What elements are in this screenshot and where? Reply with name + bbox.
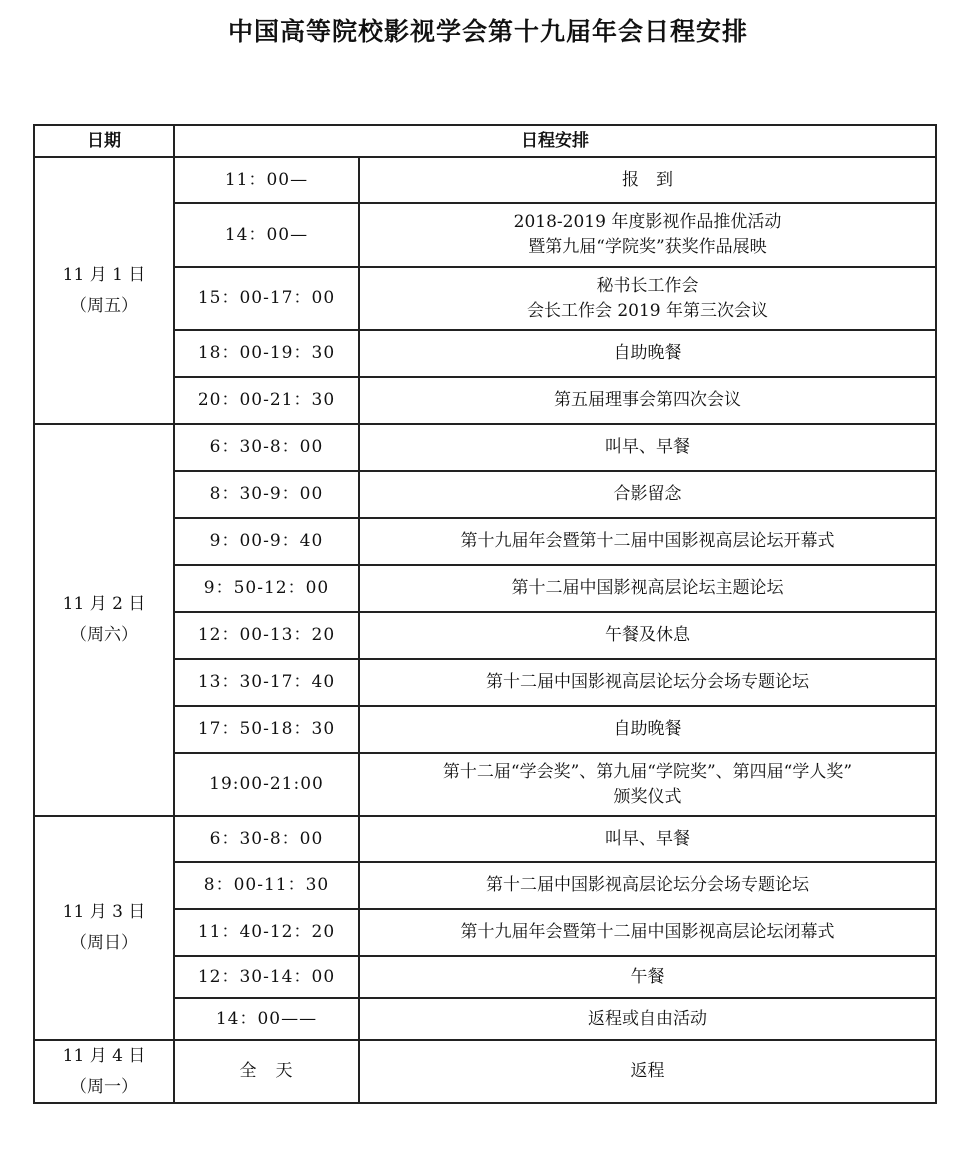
event-line: 返程 <box>630 1061 665 1082</box>
date-cell <box>34 1040 174 1103</box>
event-cell <box>359 377 936 424</box>
time-cell: 20：00-21：30 <box>174 377 359 424</box>
date-label: 11 月 4 日 <box>62 1046 146 1066</box>
time-cell: 18：00-19：30 <box>174 330 359 377</box>
event-cell <box>359 816 936 862</box>
event-cell <box>359 998 936 1040</box>
page-title: 中国高等院校影视学会第十九届年会日程安排 <box>227 17 748 46</box>
event-line: 叫早、早餐 <box>605 828 690 849</box>
event-cell <box>359 518 936 565</box>
event-line: 第十九届年会暨第十二届中国影视高层论坛闭幕式 <box>460 922 835 943</box>
event-line: 午餐及休息 <box>605 625 690 646</box>
event-cell <box>359 565 936 612</box>
event-cell <box>359 157 936 203</box>
event-line: 合影留念 <box>613 484 682 505</box>
time-cell: 14：00— <box>174 203 359 267</box>
event-cell <box>359 753 936 816</box>
event-cell <box>359 471 936 518</box>
time-cell: 14：00—— <box>174 998 359 1040</box>
event-cell <box>359 862 936 909</box>
table-row <box>34 157 936 203</box>
event-line: 自助晚餐 <box>613 719 682 740</box>
weekday-label: （周六） <box>70 625 138 645</box>
event-cell <box>359 909 936 956</box>
event-line: 会长工作会 2019 年第三次会议 <box>526 300 769 321</box>
time-cell: 12：00-13：20 <box>174 612 359 659</box>
event-cell <box>359 659 936 706</box>
event-cell <box>359 424 936 471</box>
time-cell: 15：00-17：00 <box>174 267 359 330</box>
event-cell <box>359 203 936 267</box>
event-cell <box>359 330 936 377</box>
event-cell <box>359 956 936 998</box>
event-line: 第十二届“学会奖”、第九届“学院奖”、第四届“学人奖” <box>442 761 853 782</box>
event-line: 返程或自由活动 <box>588 1008 707 1029</box>
time-cell: 11：40-12：20 <box>174 909 359 956</box>
event-line: 午餐 <box>630 966 665 987</box>
schedule-header: 日程安排 <box>174 125 936 157</box>
event-line: 第五届理事会第四次会议 <box>554 390 741 411</box>
event-line: 自助晚餐 <box>613 343 682 364</box>
date-cell <box>34 816 174 1040</box>
header-row <box>34 125 936 157</box>
event-line: 暨第九届“学院奖”获奖作品展映 <box>528 237 767 257</box>
event-line: 第十二届中国影视高层论坛分会场专题论坛 <box>486 672 809 693</box>
time-cell: 13：30-17：40 <box>174 659 359 706</box>
table-row <box>34 1040 936 1103</box>
time-cell: 17：50-18：30 <box>174 706 359 753</box>
date-label: 11 月 3 日 <box>62 902 146 923</box>
table-row <box>34 816 936 862</box>
time-cell: 6：30-8：00 <box>174 424 359 471</box>
event-line: 第十九届年会暨第十二届中国影视高层论坛开幕式 <box>460 531 835 552</box>
weekday-label: （周日） <box>70 933 138 953</box>
event-cell <box>359 1040 936 1103</box>
date-cell <box>34 157 174 424</box>
date-label: 11 月 2 日 <box>62 594 146 615</box>
schedule-body <box>34 157 936 1103</box>
weekday-label: （周五） <box>70 295 138 316</box>
event-line: 2018-2019 年度影视作品推优活动 <box>513 212 782 233</box>
event-line: 叫早、早餐 <box>605 437 690 458</box>
table-row <box>34 424 936 471</box>
date-header: 日期 <box>34 125 174 157</box>
event-cell <box>359 612 936 659</box>
event-line: 第十二届中国影视高层论坛分会场专题论坛 <box>486 875 809 896</box>
event-line: 第十二届中国影视高层论坛主题论坛 <box>511 578 784 599</box>
time-cell: 8：00-11：30 <box>174 862 359 909</box>
time-cell: 6：30-8：00 <box>174 816 359 862</box>
event-line: 报 到 <box>622 169 673 190</box>
event-line: 颁奖仪式 <box>613 786 682 807</box>
time-cell: 11：00— <box>174 157 359 203</box>
time-cell: 8：30-9：00 <box>174 471 359 518</box>
date-label: 11 月 1 日 <box>62 264 146 285</box>
time-cell: 全 天 <box>174 1040 359 1103</box>
schedule-table <box>33 124 937 1104</box>
weekday-label: （周一） <box>70 1076 138 1097</box>
time-cell: 12：30-14：00 <box>174 956 359 998</box>
time-cell: 19:00-21:00 <box>174 753 359 816</box>
event-cell <box>359 267 936 330</box>
time-cell: 9：50-12：00 <box>174 565 359 612</box>
event-line: 秘书长工作会 <box>596 275 699 296</box>
time-cell: 9：00-9：40 <box>174 518 359 565</box>
event-cell <box>359 706 936 753</box>
date-cell <box>34 424 174 816</box>
